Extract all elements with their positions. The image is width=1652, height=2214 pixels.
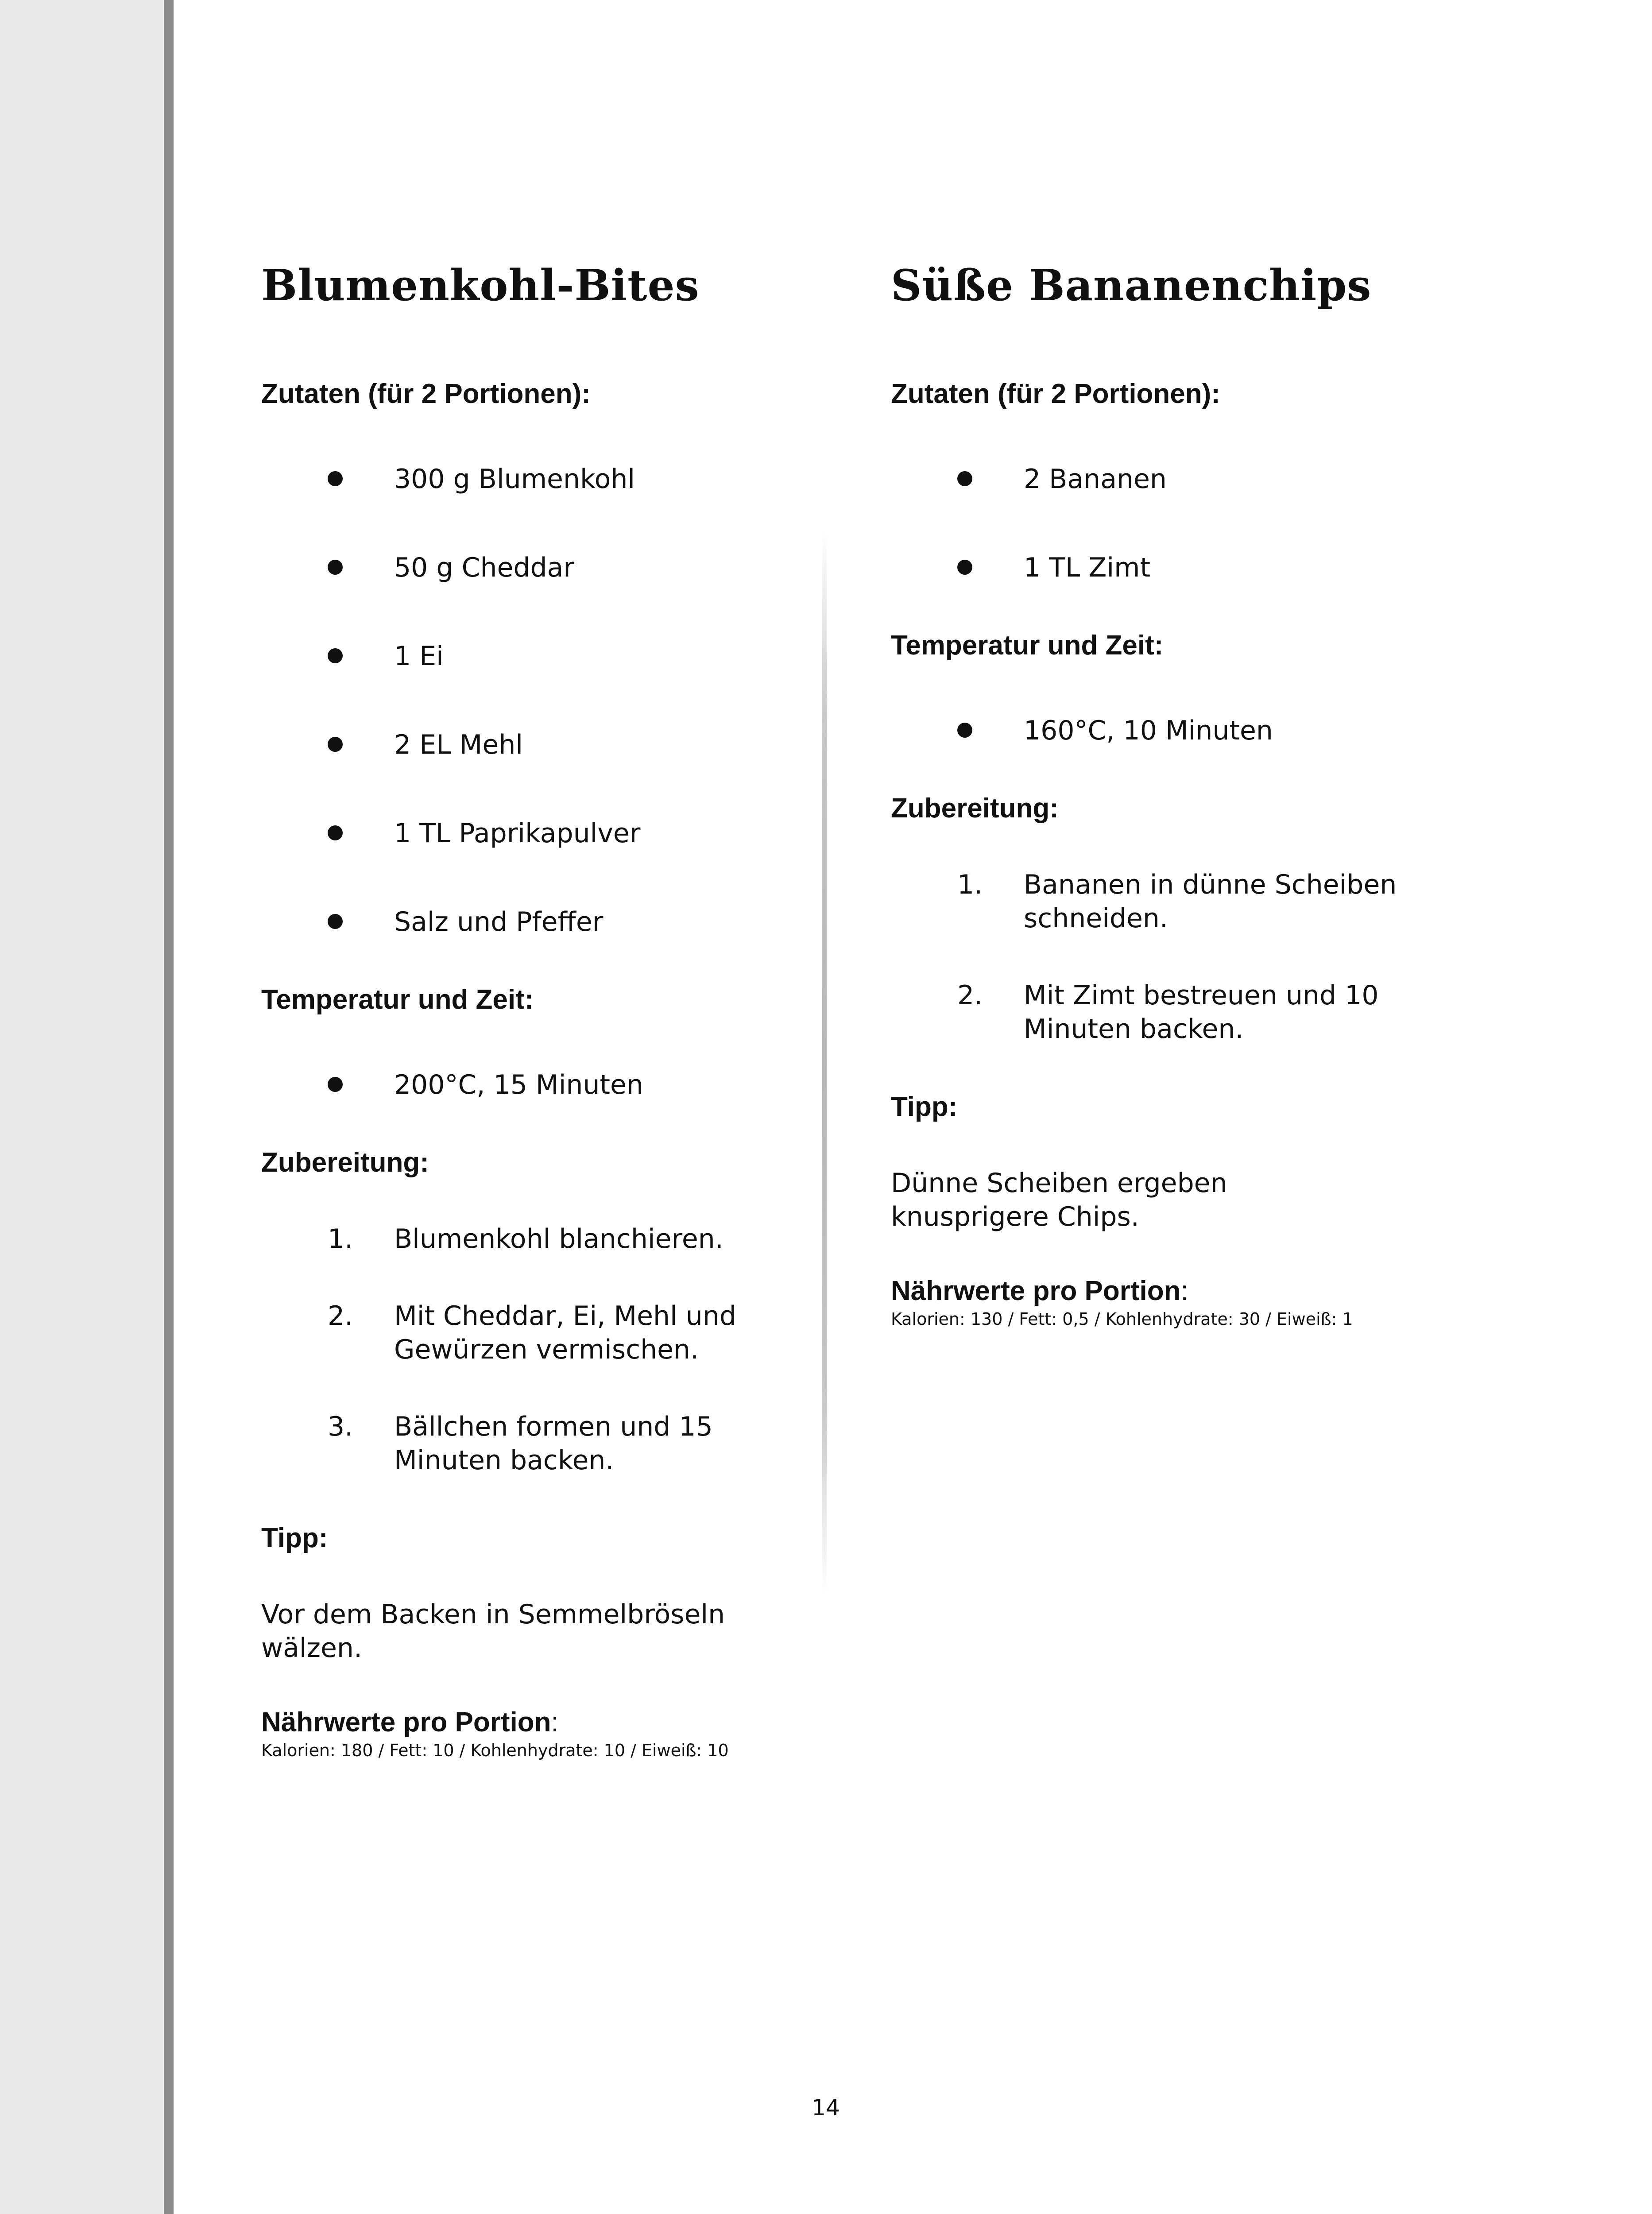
preparation-heading: Zubereitung: bbox=[891, 793, 1059, 824]
bullet-icon bbox=[957, 723, 972, 738]
temperature-heading: Temperatur und Zeit: bbox=[261, 984, 534, 1015]
ingredient-text: 2 Bananen bbox=[1024, 464, 1167, 495]
page-margin-strip bbox=[0, 0, 164, 2214]
ingredient-text: 1 TL Zimt bbox=[1024, 552, 1151, 583]
step-text: Bällchen formen und 15 Minuten backen. bbox=[394, 1411, 713, 1476]
nutrition-values: Kalorien: 180 / Fett: 10 / Kohlenhydrate: 10 / Eiweiß: 10 bbox=[261, 1741, 729, 1760]
recipe-title: Süße Bananenchips bbox=[891, 260, 1372, 310]
ingredients-list bbox=[891, 462, 1444, 584]
ingredient-item bbox=[261, 817, 815, 850]
nutrition-heading bbox=[261, 1706, 815, 1739]
recipe-column-right bbox=[891, 257, 1444, 1330]
tip-text: Vor dem Backen in Semmelbröseln wälzen. bbox=[261, 1599, 725, 1664]
bullet-icon bbox=[328, 914, 343, 929]
ingredient-item bbox=[261, 905, 815, 939]
temperature-text: 200°C, 15 Minuten bbox=[394, 1069, 643, 1100]
bullet-icon bbox=[328, 560, 343, 575]
ingredient-text: 300 g Blumenkohl bbox=[394, 464, 635, 495]
step-item bbox=[261, 1299, 815, 1366]
ingredient-text: Salz und Pfeffer bbox=[394, 906, 604, 937]
step-number: 1. bbox=[328, 1223, 353, 1254]
page-binding-line bbox=[164, 0, 174, 2214]
ingredients-list bbox=[261, 462, 815, 939]
ingredients-heading: Zutaten (für 2 Portionen): bbox=[261, 379, 591, 409]
nutrition-heading bbox=[891, 1274, 1444, 1308]
ingredient-item bbox=[261, 462, 815, 496]
step-text: Mit Zimt bestreuen und 10 Minuten backen. bbox=[1024, 980, 1379, 1045]
bullet-icon bbox=[957, 560, 972, 575]
bullet-icon bbox=[957, 471, 972, 486]
tip-heading: Tipp: bbox=[891, 1092, 958, 1122]
ingredient-item bbox=[261, 639, 815, 673]
step-text: Mit Cheddar, Ei, Mehl und Gewürzen vermischen. bbox=[394, 1301, 736, 1365]
step-item bbox=[261, 1410, 815, 1477]
ingredients-heading: Zutaten (für 2 Portionen): bbox=[891, 379, 1220, 409]
preparation-steps bbox=[891, 868, 1444, 1046]
ingredient-item bbox=[261, 728, 815, 762]
bullet-icon bbox=[328, 471, 343, 486]
step-item bbox=[891, 868, 1444, 935]
step-text: Blumenkohl blanchieren. bbox=[394, 1223, 723, 1254]
column-divider bbox=[822, 531, 827, 1594]
tip-text: Dünne Scheiben ergeben knusprigere Chips. bbox=[891, 1168, 1227, 1232]
ingredient-item bbox=[891, 551, 1444, 584]
page-number: 14 bbox=[812, 2095, 840, 2121]
temperature-heading: Temperatur und Zeit: bbox=[891, 630, 1164, 661]
preparation-steps bbox=[261, 1222, 815, 1477]
ingredient-item bbox=[261, 551, 815, 584]
ingredient-item bbox=[891, 462, 1444, 496]
nutrition-label: Nährwerte pro Portion bbox=[261, 1707, 551, 1738]
nutrition-label: Nährwerte pro Portion bbox=[891, 1276, 1181, 1306]
preparation-heading: Zubereitung: bbox=[261, 1147, 429, 1178]
ingredient-text: 50 g Cheddar bbox=[394, 552, 575, 583]
nutrition-colon: : bbox=[1180, 1276, 1188, 1306]
step-number: 3. bbox=[328, 1411, 353, 1442]
nutrition-values: Kalorien: 130 / Fett: 0,5 / Kohlenhydrate: 30 / Eiweiß: 1 bbox=[891, 1309, 1353, 1329]
temperature-list bbox=[261, 1068, 815, 1102]
bullet-icon bbox=[328, 825, 343, 840]
temperature-list bbox=[891, 714, 1444, 747]
step-item bbox=[261, 1222, 815, 1256]
nutrition-colon: : bbox=[551, 1707, 559, 1738]
bullet-icon bbox=[328, 648, 343, 663]
step-item bbox=[891, 979, 1444, 1046]
temperature-item bbox=[261, 1068, 815, 1102]
step-number: 1. bbox=[957, 869, 983, 900]
temperature-text: 160°C, 10 Minuten bbox=[1024, 715, 1273, 746]
ingredient-text: 1 Ei bbox=[394, 641, 444, 672]
recipe-title: Blumenkohl-Bites bbox=[261, 260, 700, 310]
recipe-column-left bbox=[261, 257, 815, 1761]
ingredient-text: 2 EL Mehl bbox=[394, 729, 523, 760]
tip-heading: Tipp: bbox=[261, 1523, 328, 1553]
bullet-icon bbox=[328, 737, 343, 752]
step-number: 2. bbox=[957, 980, 983, 1011]
step-number: 2. bbox=[328, 1301, 353, 1331]
temperature-item bbox=[891, 714, 1444, 747]
step-text: Bananen in dünne Scheiben schneiden. bbox=[1024, 869, 1397, 934]
ingredient-text: 1 TL Paprikapulver bbox=[394, 818, 641, 849]
bullet-icon bbox=[328, 1077, 343, 1092]
